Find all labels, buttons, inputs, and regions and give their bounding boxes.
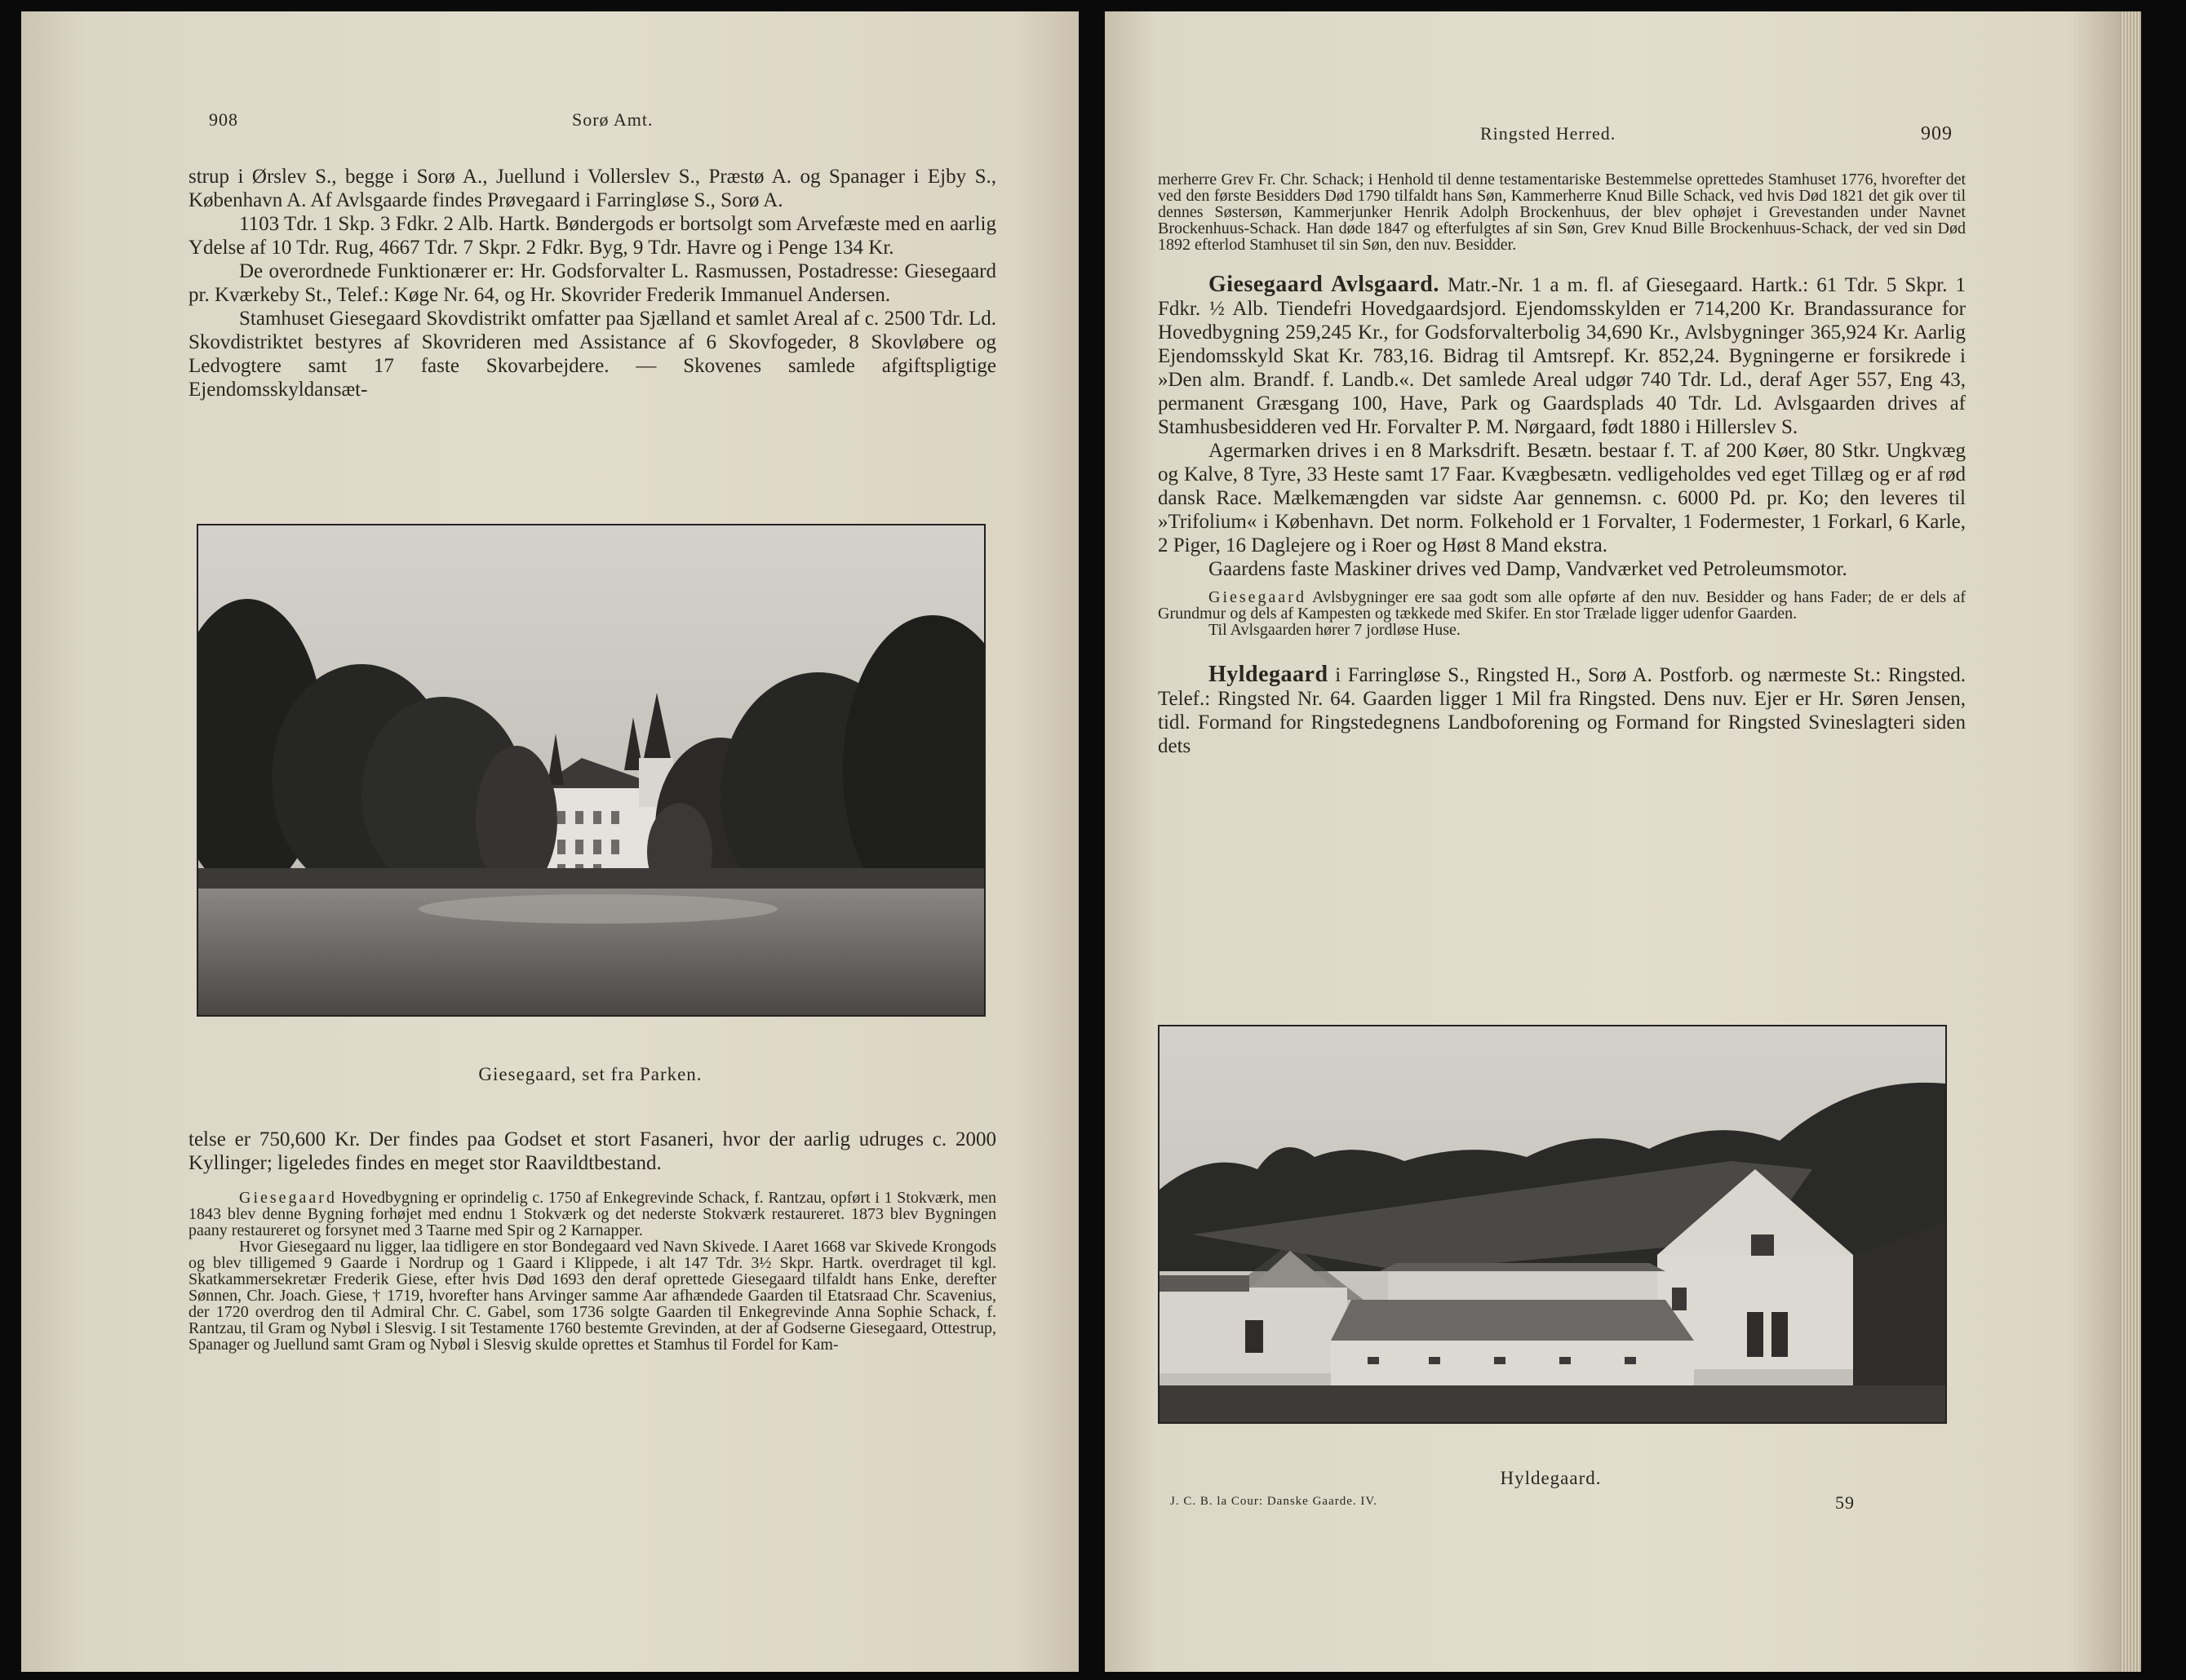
page-number: 909: [1921, 123, 1953, 144]
paragraph: Stamhuset Giesegaard Skovdistrikt omfatter paa Sjælland et samlet Areal af c. 2500 Tdr. Ld. Skovdistriktet bestyres af Skovrideren med Assistance af 6 Skovfogeder, 8 Skovløbere og Ledvogtere samt 17 faste Skovarbejdere. — Skovenes samlede afgiftspligtige Ejendomsskyldansæt-: [188, 308, 996, 401]
running-head: Sorø Amt.: [572, 109, 654, 130]
small-print-paragraph: Hvor Giesegaard nu ligger, laa tidligere en stor Bondegaard ved Navn Skivede. I Aaret 1668 var Skivede Krongods og blev tilligemed 9 Gaarde i Nordrup og 1 Gaard i Klippede, i alt 147 Tdr. 3½ Skpr. Hartk. overdraget til kgl. Skatkammersekretær Frederik Giese, efter hvis Død 1693 den deraf oprettede Giesegaard tilfaldt hans Enke, derefter Sønnen, Chr. Joach. Giese, † 1719, hvorefter hans Arvinger samme Aar afhændede Gaarden til Etatsraad Chr. Scavenius, der 1720 overdrog den til Admiral Chr. C. Gabel, som 1736 solgte Gaarden til Enkegrevinde Anna Sophie Schack, f. Rantzau, til Gram og Nybøl i Slesvig. I sit Testamente 1760 bestemte Grevinden, at der af Godserne Giesegaard, Ottestrup, Spanager og Juellund samt Gram og Nybøl i Slesvig skulde oprettes et Stamhus til Fordel for Kam-: [188, 1238, 996, 1354]
page-number: 908: [209, 109, 238, 130]
page-edge: [2120, 11, 2141, 1672]
signature-mark: 59: [1835, 1492, 1855, 1513]
right-page: [1105, 11, 2141, 1672]
paragraph: De overordnede Funktionærer er: Hr. Godsforvalter L. Rasmussen, Postadresse: Giesegaard pr. Kværkeby St., Telef.: Køge Nr. 64, og Hr. Skovrider Frederik Immanuel Andersen.: [188, 260, 996, 306]
paragraph: telse er 750,600 Kr. Der findes paa Godset et stort Fasaneri, hvor der aarlig udruges c. 2000 Kyllinger; ligeledes findes en meget stor Raavildtbestand.: [188, 1128, 996, 1174]
emphasis-lead: Giesegaard: [1208, 588, 1306, 606]
paragraph: Gaardens faste Maskiner drives ved Damp, Vandværket ved Petroleumsmotor.: [1208, 558, 1847, 580]
body-text-bottom: [188, 1128, 996, 1353]
entry-giesegaard-avlsgaard: Giesegaard Avlsgaard. Matr.-Nr. 1 a m. fl. af Giesegaard. Hartk.: 61 Tdr. 5 Skpr. 1 Fdkr. ½ Alb. Tiendefri Hovedgaardsjord. Ejendomsskylden er 714,200 Kr. Brandassurance for Hovedbygning 259,245 Kr., for Godsforvalterbolig 34,690 Kr., Avlsbygninger 365,924 Kr. Aarlig Ejendomsskyld Skat Kr. 783,16. Bidrag til Amtsrepf. Kr. 852,24. Bygningerne er forsikrede i »Den alm. Brandf. f. Landb.«. Det samlede Areal udgør 740 Tdr. Ld., deraf Ager 557, Eng 43, permanent Græsgang 100, Have, Park og Gaardsplads 40 Tdr. Ld. Avlsgaarden drives af Stamhusbesidderen ved Hr. Forvalter P. M. Nørgaard, født 1880 i Hillerslev S.: [1158, 272, 1966, 438]
photo-caption: Giesegaard, set fra Parken.: [478, 1064, 703, 1084]
body-text: [1158, 171, 1966, 758]
paragraph: 1103 Tdr. 1 Skp. 3 Fdkr. 2 Alb. Hartk. Bøndergods er bortsolgt som Arvefæste med en aarlig Ydelse af 10 Tdr. Rug, 4667 Tdr. 7 Skpr. 2 Fdkr. Byg, 9 Tdr. Havre og i Penge 134 Kr.: [188, 213, 996, 259]
small-print-paragraph: merherre Grev Fr. Chr. Schack; i Henhold til denne testamentariske Bestemmelse oprettedes Stamhuset 1776, hvorefter det ved den første Besidders Død 1790 tilfaldt hans Søn, Kammerherre Knud Bille Schack, ved hvis Død 1821 det gik over til dennes Søstersøn, Kammerjunker Henrik Adolph Brockenhuus, der blev ophøjet i Grevestanden under Navnet Brockenhuus-Schack. Han døde 1847 og efterfulgtes af sin Søn, Grev Knud Bille Brockenhuus-Schack, der ved sin Død 1892 efterlod Stamhuset til sin Søn, den nuv. Besidder.: [1158, 171, 1966, 254]
emphasis-lead: Giesegaard: [239, 1189, 337, 1207]
entry-heading: Hyldegaard: [1208, 662, 1328, 687]
small-print-paragraph: Giesegaard Hovedbygning er oprindelig c. 1750 af Enkegrevinde Schack, f. Rantzau, opført i 1 Stokværk, men 1843 blev denne Bygning forhøjet med endnu 1 Stokværk og det nederste Stokværk restaureret. 1873 blev Bygningen paany restaureret og forsynet med 3 Taarne med Spir og 2 Karnapper.: [188, 1189, 996, 1239]
paragraph: Agermarken drives i en 8 Marksdrift. Besætn. bestaar f. T. af 200 Køer, 80 Stkr. Ungkvæg og Kalve, 8 Tyre, 33 Heste samt 17 Faar. Kvægbesætn. vedligeholdes ved eget Tillæg og er af rød dansk Race. Mælkemængden var sidste Aar gennemsn. c. 6000 Pd. pr. Ko; den leveres til »Trifolium« i København. Det norm. Folkehold er 1 Forvalter, 1 Fodermester, 1 Forkarl, 6 Karle, 2 Piger, 16 Daglejere og i Roer og Høst 8 Mand ekstra.: [1158, 440, 1966, 556]
running-head: Ringsted Herred.: [1480, 123, 1616, 144]
entry-heading: Giesegaard Avlsgaard.: [1208, 272, 1439, 297]
small-print-paragraph: Til Avlsgaarden hører 7 jordløse Huse.: [1208, 621, 1461, 639]
hyldegaard-photo: [1158, 1025, 1947, 1424]
entry-hyldegaard: Hyldegaard i Farringløse S., Ringsted H., Sorø A. Postforb. og nærmeste St.: Ringsted. Telef.: Ringsted Nr. 64. Gaarden ligger 1 Mil fra Ringsted. Dens nuv. Ejer er Hr. Søren Jensen, tidl. Formand for Ringstedegnens Landboforening og Formand for Ringsted Svineslagteri siden dets: [1158, 662, 1966, 757]
left-page: [21, 11, 1079, 1672]
small-print-paragraph: Giesegaard Avlsbygninger ere saa godt som alle opførte af den nuv. Besidder og hans Fader; de er dels af Grundmur og dels af Kampesten og tækkede med Skifer. En stor Trælade ligger udenfor Gaarden.: [1158, 588, 1966, 623]
paragraph: strup i Ørslev S., begge i Sorø A., Juellund i Vollerslev S., Præstø A. og Spanager i Ejby S., København A. Af Avlsgaarde findes Prøvegaard i Farringløse S., Sorø A.: [188, 166, 996, 211]
photo-caption: Hyldegaard.: [1500, 1468, 1602, 1488]
body-text-top: [188, 165, 996, 401]
giesegaard-photo: [197, 524, 986, 1017]
footer-imprint: J. C. B. la Cour: Danske Gaarde. IV.: [1170, 1495, 1378, 1508]
